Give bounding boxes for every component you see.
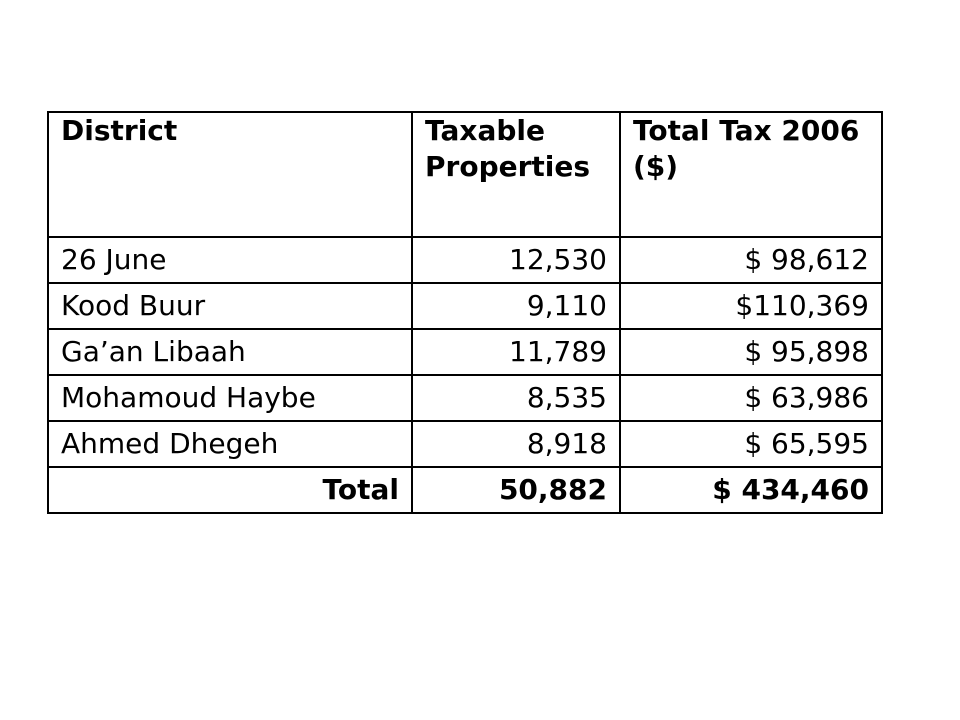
- properties-cell: 8,535: [412, 375, 620, 421]
- total-tax: $ 434,460: [620, 467, 882, 513]
- header-taxable-properties: Taxable Properties: [412, 112, 620, 237]
- district-cell: Kood Buur: [48, 283, 412, 329]
- table-row: [48, 283, 882, 329]
- table-row: [48, 329, 882, 375]
- header-total-tax: Total Tax 2006 ($): [620, 112, 882, 237]
- total-properties: 50,882: [412, 467, 620, 513]
- district-cell: Mohamoud Haybe: [48, 375, 412, 421]
- district-cell: 26 June: [48, 237, 412, 283]
- table-row: [48, 237, 882, 283]
- tax-cell: $ 95,898: [620, 329, 882, 375]
- district-cell: Ga’an Libaah: [48, 329, 412, 375]
- table-row: [48, 421, 882, 467]
- properties-cell: 8,918: [412, 421, 620, 467]
- table-total-row: [48, 467, 882, 513]
- district-cell: Ahmed Dhegeh: [48, 421, 412, 467]
- total-label: Total: [48, 467, 412, 513]
- properties-cell: 12,530: [412, 237, 620, 283]
- table-header-row: [48, 112, 882, 237]
- tax-cell: $ 98,612: [620, 237, 882, 283]
- header-district: District: [48, 112, 412, 237]
- district-tax-table: [47, 111, 883, 514]
- tax-cell: $ 65,595: [620, 421, 882, 467]
- tax-cell: $ 63,986: [620, 375, 882, 421]
- properties-cell: 11,789: [412, 329, 620, 375]
- table-row: [48, 375, 882, 421]
- tax-cell: $110,369: [620, 283, 882, 329]
- properties-cell: 9,110: [412, 283, 620, 329]
